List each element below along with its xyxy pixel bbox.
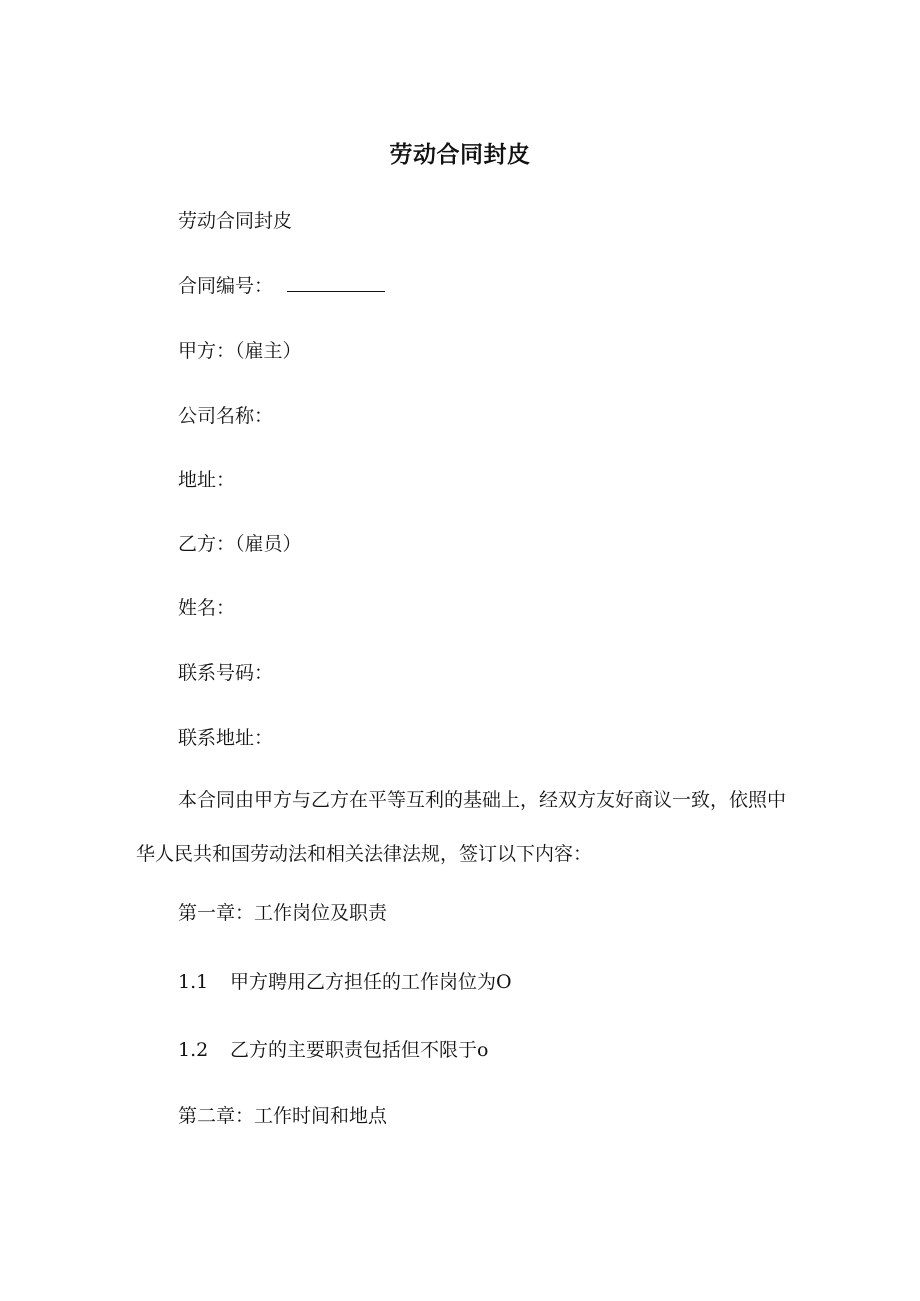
clause-1-2 — [178, 1036, 488, 1064]
phone-label: 联系号码： — [178, 662, 274, 684]
clause-1-1 — [178, 968, 512, 996]
chapter-1-title: 第一章：工作岗位及职责 — [178, 902, 388, 924]
clause-1-1-number: 1.1 — [178, 971, 209, 993]
chapter-2-title: 第二章：工作时间和地点 — [178, 1105, 388, 1127]
intro-paragraph: 本合同由甲方与乙方在平等互利的基础上，经双方友好商议一致，依照中华人民共和国劳动法和相关法律法规，签订以下内容： — [136, 789, 787, 865]
party-a-label: 甲方：（雇主） — [178, 340, 302, 362]
contact-address-label: 联系地址： — [178, 727, 274, 749]
company-name-label: 公司名称： — [178, 405, 274, 427]
name-label: 姓名： — [178, 597, 236, 619]
contract-number-line — [178, 272, 385, 300]
party-b-label: 乙方：（雇员） — [178, 533, 302, 555]
document-title: 劳动合同封皮 — [389, 142, 531, 168]
clause-1-2-number: 1.2 — [178, 1039, 209, 1061]
clause-1-1-text: 甲方聘用乙方担任的工作岗位为O — [230, 971, 512, 993]
address-label: 地址： — [178, 469, 236, 491]
contract-number-blank — [287, 273, 385, 292]
contract-number-label: 合同编号： — [178, 275, 274, 297]
clause-1-2-text: 乙方的主要职责包括但不限于o — [230, 1039, 489, 1061]
cover-heading: 劳动合同封皮 — [178, 210, 293, 232]
